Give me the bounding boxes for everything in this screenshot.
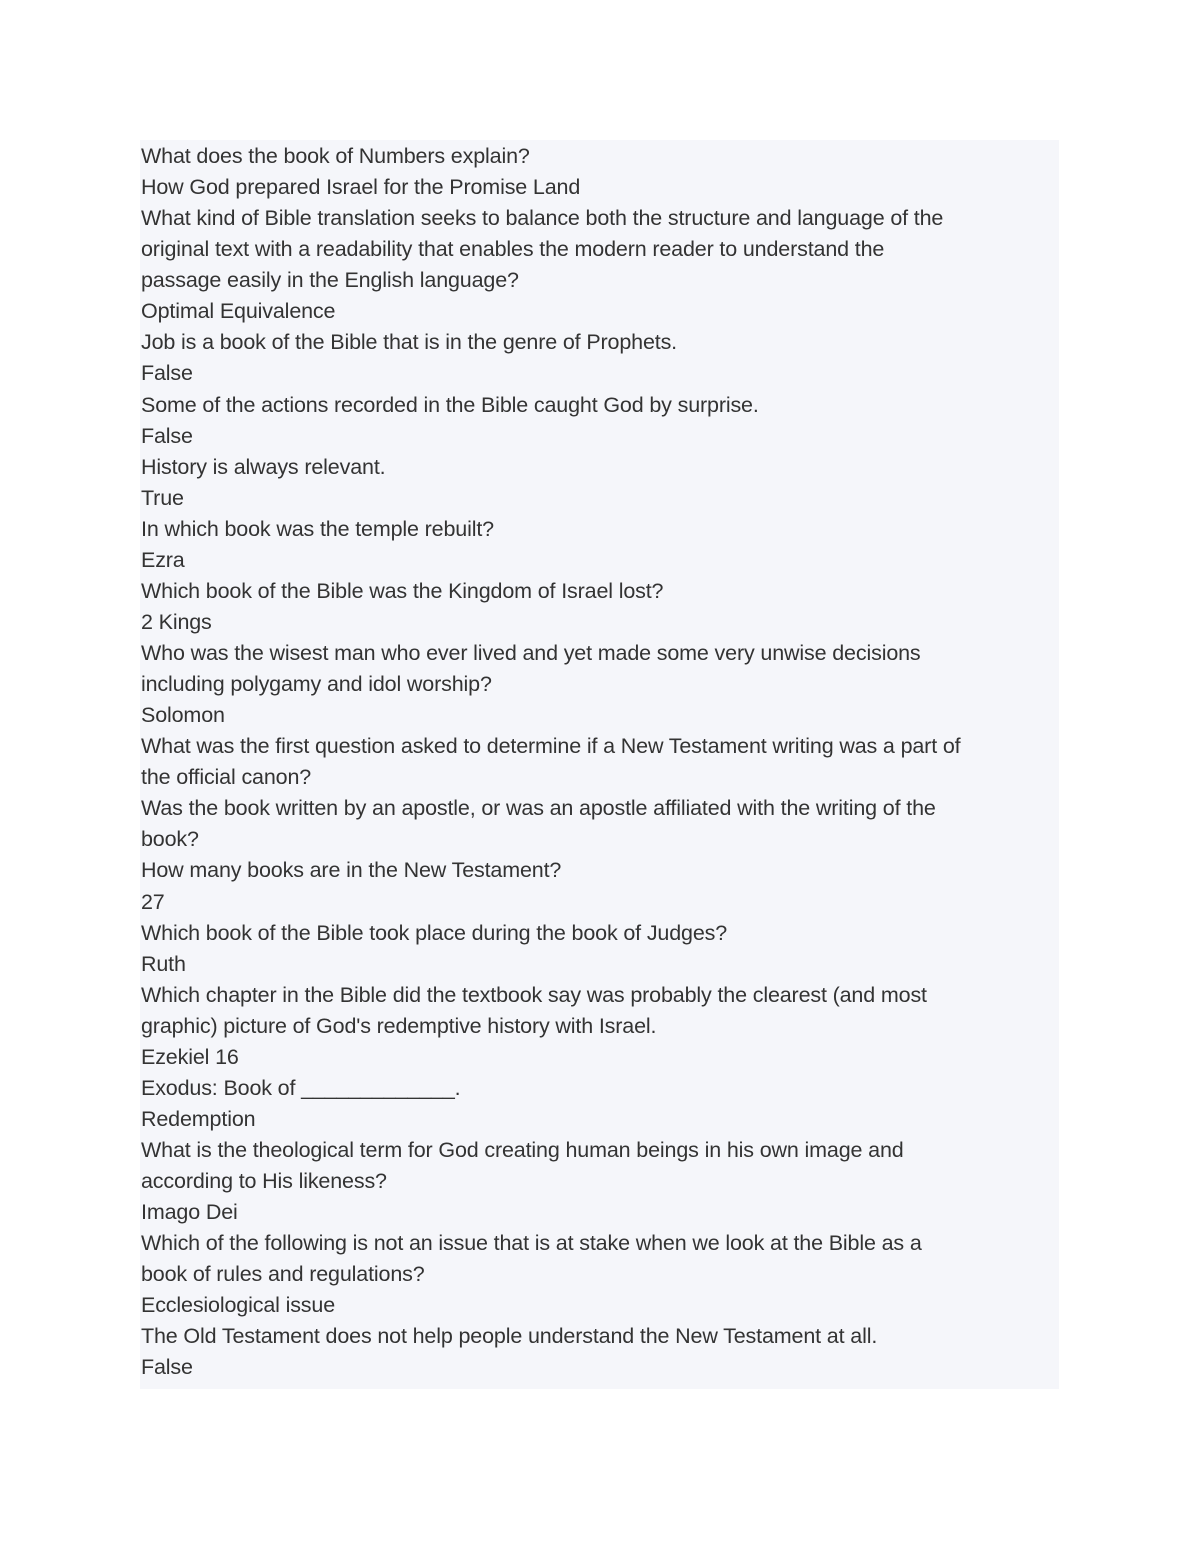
text-line-question: Which of the following is not an issue that is at stake when we look at the Bible as a: [141, 1231, 922, 1256]
text-line-question: the official canon?: [141, 765, 312, 790]
text-line-question: Which book of the Bible was the Kingdom of Israel lost?: [141, 578, 664, 603]
text-line-question: In which book was the temple rebuilt?: [141, 516, 494, 541]
text-line-question: Which book of the Bible took place during the book of Judges?: [141, 920, 728, 945]
text-line-answer: Redemption: [141, 1106, 256, 1131]
text-line-question: Who was the wisest man who ever lived and yet made some very unwise decisions: [141, 641, 921, 665]
text-line-question: What is the theological term for God creating human beings in his own image and: [141, 1138, 904, 1162]
text-line-question: book of rules and regulations?: [141, 1262, 425, 1287]
text-line-question: graphic) picture of God's redemptive history with Israel.: [141, 1013, 657, 1038]
text-line-question: Which chapter in the Bible did the textbook say was probably the clearest (and most: [141, 982, 927, 1007]
text-line-question: original text with a readability that enables the modern reader to understand the: [141, 237, 885, 262]
text-line-question: What was the first question asked to determine if a New Testament writing was a part of: [141, 734, 961, 759]
text-line-answer: False: [141, 423, 193, 448]
text-line-answer: False: [141, 361, 193, 386]
text-line-answer: Ezekiel 16: [141, 1044, 239, 1069]
text-line-question: History is always relevant.: [141, 454, 386, 479]
text-line-question: The Old Testament does not help people understand the New Testament at all.: [141, 1324, 878, 1349]
text-line-answer: 2 Kings: [141, 609, 212, 634]
text-line-answer: False: [141, 1355, 193, 1380]
text-line-question: including polygamy and idol worship?: [141, 672, 492, 697]
text-line-answer: book?: [141, 827, 199, 852]
text-line-answer: Ecclesiological issue: [141, 1293, 336, 1318]
text-line-answer: True: [141, 485, 184, 510]
text-line-question: How many books are in the New Testament?: [141, 858, 562, 883]
text-line-answer: Solomon: [141, 703, 225, 728]
text-line-answer: Was the book written by an apostle, or was an apostle affiliated with the writing of the: [141, 796, 936, 821]
quiz-text-block: [140, 140, 1059, 1389]
text-line-answer: Optimal Equivalence: [141, 299, 336, 324]
text-line-question: Job is a book of the Bible that is in the genre of Prophets.: [141, 330, 678, 355]
text-line-question: Some of the actions recorded in the Bible caught God by surprise.: [141, 392, 759, 417]
text-line-question: passage easily in the English language?: [141, 268, 519, 293]
text-line-answer: How God prepared Israel for the Promise Land: [141, 175, 581, 200]
text-line-question: What does the book of Numbers explain?: [141, 144, 530, 168]
text-line-answer: 27: [141, 889, 165, 914]
text-line-question: Exodus: Book of _____________.: [141, 1075, 461, 1100]
text-line-answer: Ruth: [141, 951, 186, 976]
text-line-question: according to His likeness?: [141, 1169, 387, 1194]
text-line-answer: Imago Dei: [141, 1200, 238, 1225]
text-line-question: What kind of Bible translation seeks to balance both the structure and language of the: [141, 206, 944, 231]
text-line-answer: Ezra: [141, 547, 185, 572]
